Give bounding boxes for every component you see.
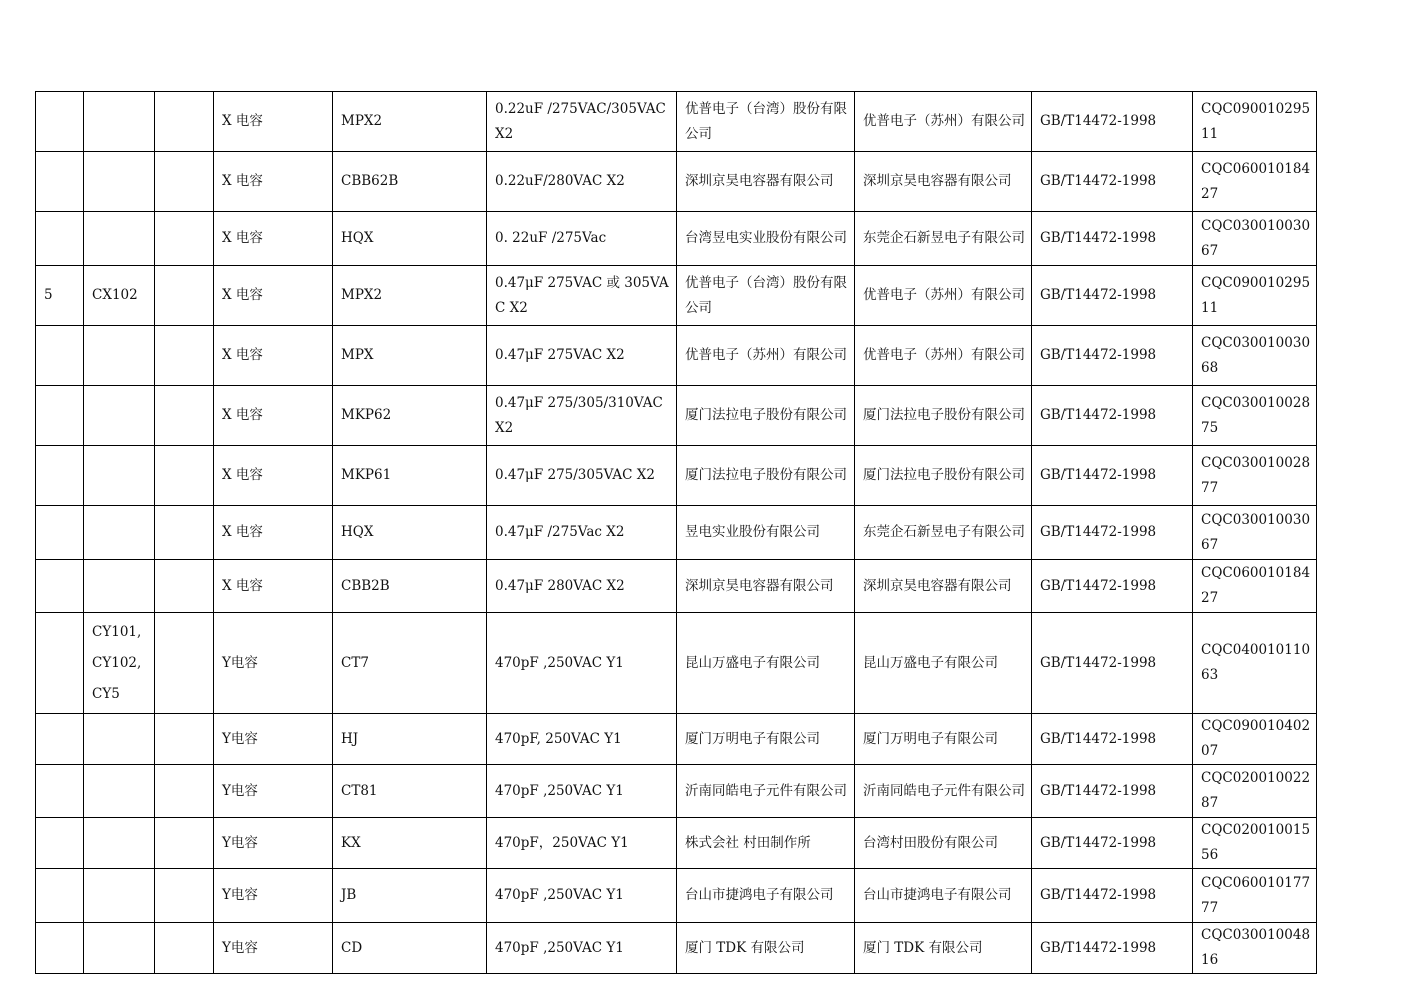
manufacturer-cell: 优普电子（台湾）股份有限公司 [677, 266, 855, 326]
part-name-cell: X 电容 [214, 92, 333, 152]
certificate-number-cell: CQC03001002877 [1193, 446, 1317, 506]
table-row [36, 613, 1317, 714]
manufacturer-cell: 厦门万明电子有限公司 [677, 714, 855, 765]
factory-cell: 东莞企石新昱电子有限公司 [855, 506, 1032, 560]
model-cell: HJ [333, 714, 487, 765]
item-number-cell [36, 923, 84, 974]
reference-designator-cell: CX102 [84, 266, 155, 326]
table-row [36, 869, 1317, 923]
manufacturer-cell: 昱电实业股份有限公司 [677, 506, 855, 560]
reference-designator-cell [84, 818, 155, 869]
model-cell: CT81 [333, 765, 487, 818]
part-name-cell: Y电容 [214, 613, 333, 714]
table-row [36, 266, 1317, 326]
factory-cell: 优普电子（苏州）有限公司 [855, 92, 1032, 152]
certificate-number-cell: CQC09001029511 [1193, 92, 1317, 152]
model-cell: MPX2 [333, 266, 487, 326]
reference-designator-cell [84, 714, 155, 765]
standard-cell: GB/T14472-1998 [1032, 326, 1193, 386]
reference-designator-cell [84, 506, 155, 560]
part-name-cell: X 电容 [214, 152, 333, 212]
part-name-cell: Y电容 [214, 923, 333, 974]
table-row [36, 506, 1317, 560]
specification-cell: 0.47μF /275Vac X2 [487, 506, 677, 560]
specification-cell: 0.47μF 275VAC X2 [487, 326, 677, 386]
certificate-number-cell: CQC06001018427 [1193, 560, 1317, 613]
factory-cell: 厦门法拉电子股份有限公司 [855, 446, 1032, 506]
specification-cell: 470pF，250VAC Y1 [487, 818, 677, 869]
manufacturer-cell: 台湾昱电实业股份有限公司 [677, 212, 855, 266]
factory-cell: 台山市捷鸿电子有限公司 [855, 869, 1032, 923]
empty-cell [155, 714, 214, 765]
specification-cell: 470pF ,250VAC Y1 [487, 613, 677, 714]
table-row [36, 152, 1317, 212]
manufacturer-cell: 台山市捷鸿电子有限公司 [677, 869, 855, 923]
factory-cell: 深圳京昊电容器有限公司 [855, 560, 1032, 613]
certificate-number-cell: CQC03001003067 [1193, 506, 1317, 560]
factory-cell: 厦门万明电子有限公司 [855, 714, 1032, 765]
manufacturer-cell: 沂南同皓电子元件有限公司 [677, 765, 855, 818]
empty-cell [155, 92, 214, 152]
item-number-cell [36, 818, 84, 869]
item-number-cell [36, 152, 84, 212]
standard-cell: GB/T14472-1998 [1032, 818, 1193, 869]
specification-cell: 470pF ,250VAC Y1 [487, 923, 677, 974]
model-cell: MKP61 [333, 446, 487, 506]
empty-cell [155, 326, 214, 386]
reference-designator-cell: CY101, CY102, CY5 [84, 613, 155, 714]
part-name-cell: Y电容 [214, 869, 333, 923]
reference-designator-cell [84, 92, 155, 152]
factory-cell: 优普电子（苏州）有限公司 [855, 326, 1032, 386]
certificate-number-cell: CQC04001011063 [1193, 613, 1317, 714]
item-number-cell [36, 506, 84, 560]
table-row [36, 92, 1317, 152]
model-cell: MPX2 [333, 92, 487, 152]
standard-cell: GB/T14472-1998 [1032, 613, 1193, 714]
item-number-cell [36, 386, 84, 446]
item-number-cell: 5 [36, 266, 84, 326]
factory-cell: 东莞企石新昱电子有限公司 [855, 212, 1032, 266]
standard-cell: GB/T14472-1998 [1032, 212, 1193, 266]
empty-cell [155, 506, 214, 560]
standard-cell: GB/T14472-1998 [1032, 152, 1193, 212]
manufacturer-cell: 厦门法拉电子股份有限公司 [677, 386, 855, 446]
empty-cell [155, 386, 214, 446]
specification-cell: 0.47μF 275/305/310VAC X2 [487, 386, 677, 446]
reference-designator-cell [84, 446, 155, 506]
table-row [36, 765, 1317, 818]
empty-cell [155, 613, 214, 714]
standard-cell: GB/T14472-1998 [1032, 386, 1193, 446]
factory-cell: 厦门法拉电子股份有限公司 [855, 386, 1032, 446]
reference-designator-cell [84, 765, 155, 818]
empty-cell [155, 152, 214, 212]
specification-cell: 0. 22uF /275Vac [487, 212, 677, 266]
certificate-number-cell: CQC02001002287 [1193, 765, 1317, 818]
manufacturer-cell: 优普电子（苏州）有限公司 [677, 326, 855, 386]
manufacturer-cell: 深圳京昊电容器有限公司 [677, 152, 855, 212]
item-number-cell [36, 869, 84, 923]
reference-designator-cell [84, 212, 155, 266]
empty-cell [155, 446, 214, 506]
specification-cell: 470pF ,250VAC Y1 [487, 869, 677, 923]
certificate-number-cell: CQC03001004816 [1193, 923, 1317, 974]
part-name-cell: X 电容 [214, 326, 333, 386]
empty-cell [155, 869, 214, 923]
model-cell: JB [333, 869, 487, 923]
empty-cell [155, 560, 214, 613]
certificate-number-cell: CQC09001040207 [1193, 714, 1317, 765]
item-number-cell [36, 92, 84, 152]
model-cell: CT7 [333, 613, 487, 714]
item-number-cell [36, 560, 84, 613]
factory-cell: 台湾村田股份有限公司 [855, 818, 1032, 869]
reference-designator-cell [84, 386, 155, 446]
manufacturer-cell: 株式会社 村田制作所 [677, 818, 855, 869]
item-number-cell [36, 765, 84, 818]
part-name-cell: X 电容 [214, 560, 333, 613]
item-number-cell [36, 714, 84, 765]
parts-table-body [36, 92, 1317, 974]
table-row [36, 212, 1317, 266]
reference-designator-cell [84, 869, 155, 923]
specification-cell: 0.22uF /275VAC/305VAC X2 [487, 92, 677, 152]
standard-cell: GB/T14472-1998 [1032, 869, 1193, 923]
manufacturer-cell: 厦门法拉电子股份有限公司 [677, 446, 855, 506]
part-name-cell: Y电容 [214, 714, 333, 765]
part-name-cell: X 电容 [214, 506, 333, 560]
manufacturer-cell: 优普电子（台湾）股份有限公司 [677, 92, 855, 152]
standard-cell: GB/T14472-1998 [1032, 923, 1193, 974]
table-row [36, 386, 1317, 446]
capacitor-parts-table [35, 91, 1317, 974]
certificate-number-cell: CQC03001003068 [1193, 326, 1317, 386]
part-name-cell: X 电容 [214, 266, 333, 326]
model-cell: MPX [333, 326, 487, 386]
table-row [36, 923, 1317, 974]
table-row [36, 326, 1317, 386]
reference-designator-cell [84, 152, 155, 212]
manufacturer-cell: 昆山万盛电子有限公司 [677, 613, 855, 714]
part-name-cell: Y电容 [214, 818, 333, 869]
specification-cell: 0.22uF/280VAC X2 [487, 152, 677, 212]
table-row [36, 560, 1317, 613]
item-number-cell [36, 613, 84, 714]
standard-cell: GB/T14472-1998 [1032, 266, 1193, 326]
part-name-cell: X 电容 [214, 446, 333, 506]
item-number-cell [36, 446, 84, 506]
part-name-cell: X 电容 [214, 386, 333, 446]
model-cell: CD [333, 923, 487, 974]
table-row [36, 714, 1317, 765]
part-name-cell: X 电容 [214, 212, 333, 266]
certificate-number-cell: CQC09001029511 [1193, 266, 1317, 326]
model-cell: KX [333, 818, 487, 869]
empty-cell [155, 765, 214, 818]
model-cell: MKP62 [333, 386, 487, 446]
table-row [36, 818, 1317, 869]
model-cell: HQX [333, 212, 487, 266]
empty-cell [155, 923, 214, 974]
model-cell: HQX [333, 506, 487, 560]
certificate-number-cell: CQC02001001556 [1193, 818, 1317, 869]
empty-cell [155, 266, 214, 326]
certificate-number-cell: CQC06001017777 [1193, 869, 1317, 923]
empty-cell [155, 212, 214, 266]
table-row [36, 446, 1317, 506]
specification-cell: 0.47μF 275/305VAC X2 [487, 446, 677, 506]
reference-designator-cell [84, 923, 155, 974]
factory-cell: 厦门 TDK 有限公司 [855, 923, 1032, 974]
standard-cell: GB/T14472-1998 [1032, 714, 1193, 765]
manufacturer-cell: 厦门 TDK 有限公司 [677, 923, 855, 974]
item-number-cell [36, 326, 84, 386]
factory-cell: 优普电子（苏州）有限公司 [855, 266, 1032, 326]
specification-cell: 470pF, 250VAC Y1 [487, 714, 677, 765]
certificate-number-cell: CQC06001018427 [1193, 152, 1317, 212]
reference-designator-cell [84, 326, 155, 386]
model-cell: CBB62B [333, 152, 487, 212]
standard-cell: GB/T14472-1998 [1032, 446, 1193, 506]
empty-cell [155, 818, 214, 869]
model-cell: CBB2B [333, 560, 487, 613]
standard-cell: GB/T14472-1998 [1032, 92, 1193, 152]
standard-cell: GB/T14472-1998 [1032, 765, 1193, 818]
factory-cell: 深圳京昊电容器有限公司 [855, 152, 1032, 212]
part-name-cell: Y电容 [214, 765, 333, 818]
certificate-number-cell: CQC03001003067 [1193, 212, 1317, 266]
specification-cell: 470pF ,250VAC Y1 [487, 765, 677, 818]
factory-cell: 沂南同皓电子元件有限公司 [855, 765, 1032, 818]
standard-cell: GB/T14472-1998 [1032, 506, 1193, 560]
factory-cell: 昆山万盛电子有限公司 [855, 613, 1032, 714]
item-number-cell [36, 212, 84, 266]
standard-cell: GB/T14472-1998 [1032, 560, 1193, 613]
specification-cell: 0.47μF 280VAC X2 [487, 560, 677, 613]
certificate-number-cell: CQC03001002875 [1193, 386, 1317, 446]
manufacturer-cell: 深圳京昊电容器有限公司 [677, 560, 855, 613]
specification-cell: 0.47μF 275VAC 或 305VAC X2 [487, 266, 677, 326]
reference-designator-cell [84, 560, 155, 613]
